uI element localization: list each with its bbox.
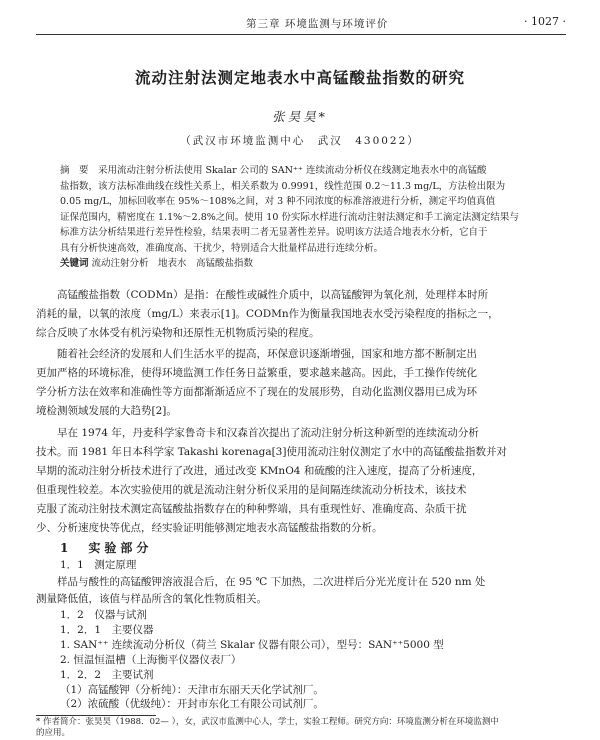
footnote-line: * 作者简介：张昊昊（1988．02— ），女，武汉市监测中心人，学士，实验工程师。研究方向：环境监测分析在环境监测中 [36, 717, 499, 727]
body-line: 技术。而 1981 年日本科学家 Takashi korenaga[3]使用流动注射仪测定了水中的高锰酸盐指数并对 [36, 446, 507, 458]
body-line: 更加严格的环境标准，使得环境监测工作任务日益繁重，要求越来越高。因此，手工操作传统化 [36, 367, 477, 379]
keywords-label: 关键词 [60, 258, 89, 269]
running-header [36, 12, 566, 35]
body-line: 早期的流动注射分析技术进行了改进，通过改变 KMnO4 和硫酸的注入速度，提高了分析速度， [36, 465, 483, 477]
subsubsection-heading: 1．2．1 主要仪器 [60, 624, 154, 636]
body-line: 克服了流动注射技术测定高锰酸盐指数存在的种种弊端，具有重现性好、准确度高、杂质干扰 [36, 503, 467, 515]
section-heading: 1 实验部分 [60, 541, 153, 555]
author: 张昊昊* [272, 109, 328, 124]
abstract-line: 具有分析快速高效，准确度高、干扰少，特别适合大批量样品进行连续分析。 [60, 242, 384, 254]
running-header-section: 第三章 环境监测与环境评价 [246, 18, 389, 30]
body-line: 样品与酸性的高锰酸钾溶液混合后，在 95 ℃ 下加热，二次进样后分光光度计在 520 nm 处 [57, 576, 486, 588]
body-line: 境检测领域发展的大趋势[2]。 [36, 405, 177, 417]
abstract-line: 摘 要 采用流动注射分析法使用 Skalar 公司的 SAN⁺⁺ 连续流动分析仪在线测定地表水中的高锰酸 [60, 165, 487, 176]
reagent-item: （2）浓硫酸（优级纯）：开封市东化工有限公司试剂厂。 [60, 698, 324, 710]
paper-title: 流动注射法测定地表水中高锰酸盐指数的研究 [134, 68, 465, 87]
affiliation: （武汉市环境监测中心 武汉 430022） [180, 135, 420, 147]
body-line: 消耗的量，以氧的浓度（mg/L）来表示[1]。CODMn作为衡量我国地表水受污染程度的指标之一， [36, 308, 499, 320]
body-line: 学分析方法在效率和准确性等方面都渐渐适应不了现在的发展形势，自动化监测仪器用已成为环 [36, 386, 477, 398]
abstract-line: 标准方法分析结果进行差异性检验，结果表明二者无显著性差异。说明该方法适合地表水分析，它自于 [60, 227, 488, 238]
abstract-line: 0.05 mg/L，加标回收率在 95%～108%之间，对 3 种不同浓度的标准溶液进行分析，测定平均值真值 [60, 196, 496, 207]
abstract-line: 证保范围内，精密度在 1.1%～2.8%之间。使用 10 份实际水样进行流动注射法测定和手工滴定法测定结果与 [60, 211, 519, 223]
body-line: 综合反映了水体受有机污染物和还原性无机物质污染的程度。 [36, 327, 320, 339]
page-number: · 1027 · [524, 15, 566, 28]
subsubsection-heading: 1．2．2 主要试剂 [60, 669, 154, 681]
footnote-line: 的应用。 [36, 728, 71, 738]
body-line: 测量降低值，该值与样品所含的氧化性物质相关。 [36, 593, 267, 605]
body-line: 少、分析速度快等优点，经实验证明能够测定地表水高锰酸盐指数的分析。 [36, 522, 383, 534]
instrument-item: 1. SAN⁺⁺ 连续流动分析仪（荷兰 Skalar 仪器有限公司），型号：SAN⁺⁺5000 型 [60, 639, 444, 651]
instrument-item: 2. 恒温恒温槽（上海衡平仪器仪表厂） [60, 654, 242, 666]
body-line: 但重现性较差。本次实验使用的就是流动注射分析仪采用的是间隔连续流动分析技术，该技术 [36, 484, 467, 496]
subsection-heading: 1．2 仪器与试剂 [60, 609, 147, 621]
body-line: 随着社会经济的发展和人们生活水平的提高，环保意识逐渐增强，国家和地方都不断制定出 [57, 348, 477, 360]
body-line: 高锰酸盐指数（CODMn）是指：在酸性或碱性介质中，以高锰酸钾为氧化剂，处理样本时所 [57, 289, 489, 301]
abstract-line: 盐指数，该方法标准曲线在线性关系上，相关系数为 0.9991，线性范围 0.2～11.3 mg/L，方法检出限为 [60, 180, 506, 192]
subsection-heading: 1．1 测定原理 [60, 559, 137, 571]
body-line: 早在 1974 年，丹麦科学家鲁奇卡和汉森首次提出了流动注射分析这种新型的连续流动分析 [57, 427, 479, 439]
keywords [60, 256, 560, 272]
keywords-text: 流动注射分析 地表水 高锰酸盐指数 [91, 258, 254, 269]
reagent-item: （1）高锰酸钾（分析纯）：天津市东丽天天化学试剂厂。 [60, 684, 324, 696]
